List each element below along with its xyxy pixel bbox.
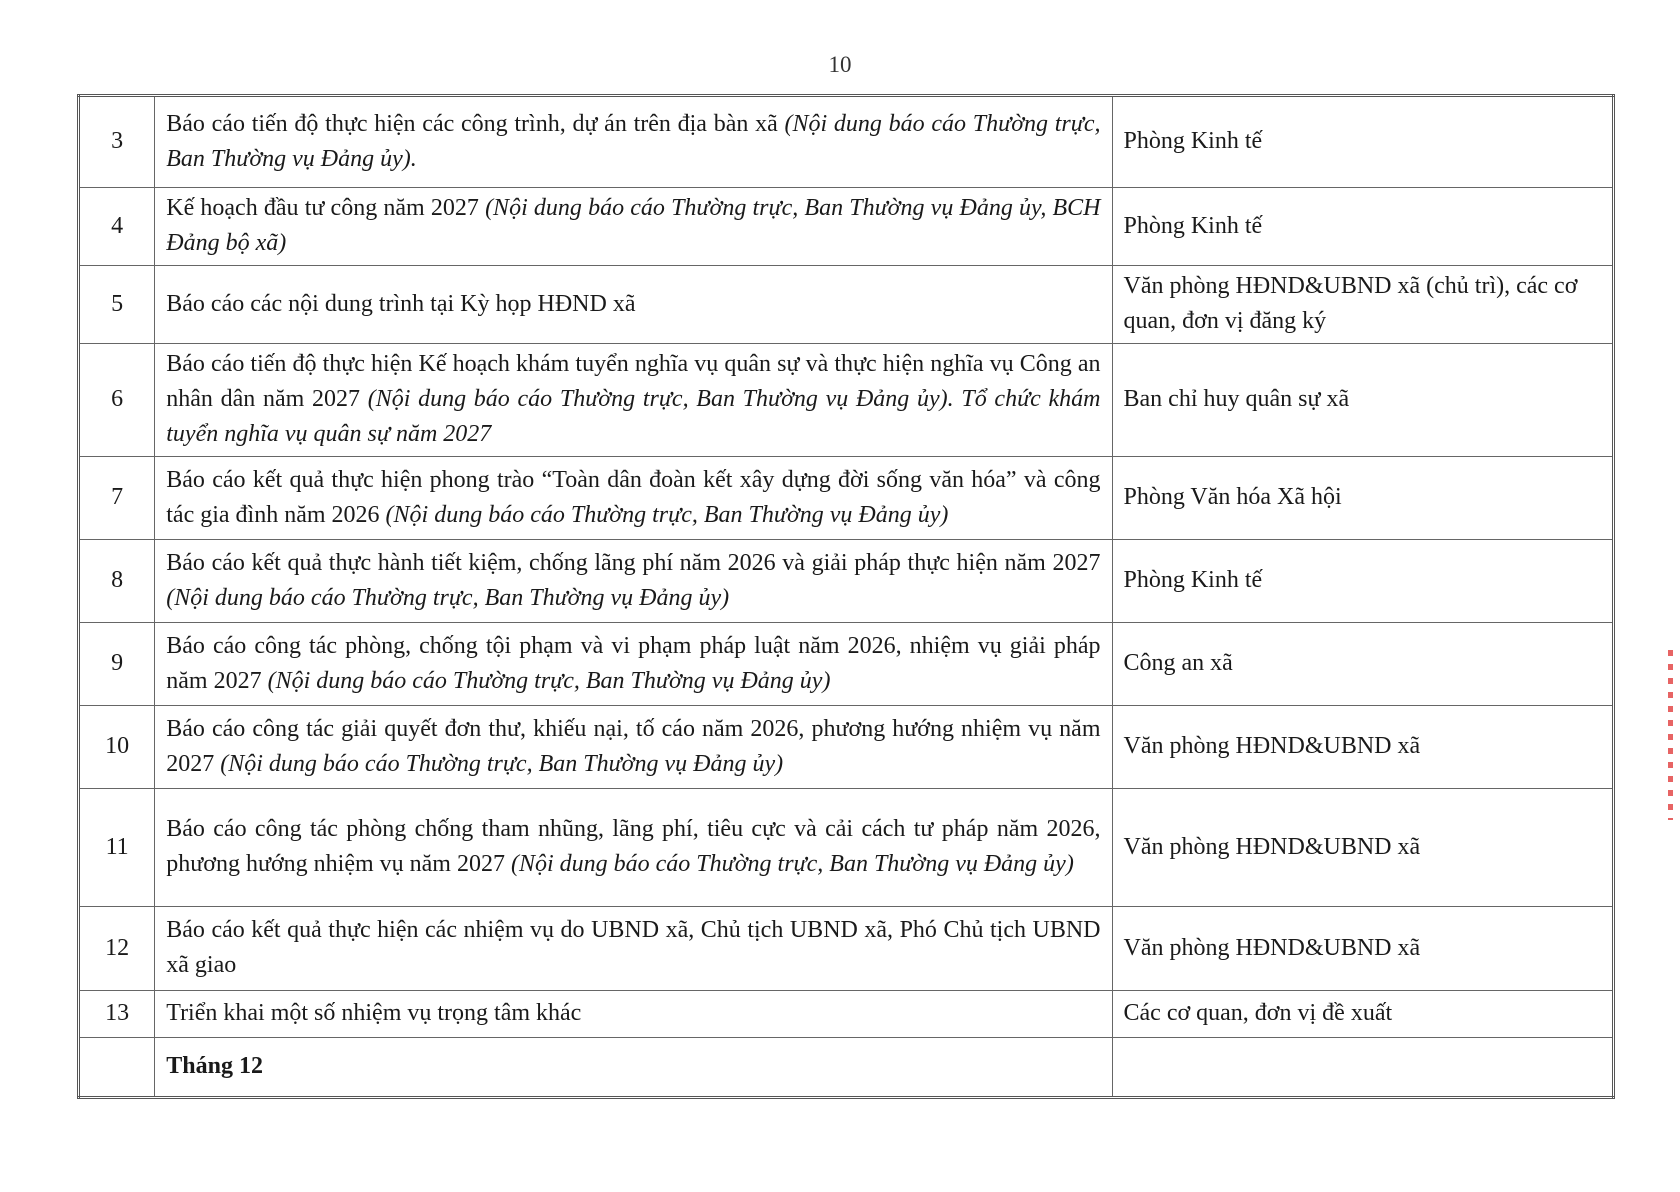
task-content <box>155 266 1112 344</box>
row-number: 13 <box>79 991 155 1038</box>
task-content <box>155 344 1112 457</box>
task-content <box>155 540 1112 623</box>
task-note: (Nội dung báo cáo Thường trực, Ban Thường vụ Đảng ủy). Tổ chức khám tuyển nghĩa vụ quân sự năm 2027 <box>166 386 1101 447</box>
task-content <box>155 991 1112 1038</box>
month-label: Tháng 12 <box>166 1053 263 1079</box>
row-number: 4 <box>79 188 155 266</box>
table-row <box>79 991 1614 1038</box>
unit-empty <box>1112 1038 1614 1098</box>
table-row <box>79 540 1614 623</box>
row-number: 9 <box>79 623 155 706</box>
row-number: 7 <box>79 457 155 540</box>
task-text: Báo cáo kết quả thực hiện phong trào “Toàn dân đoàn kết xây dựng đời sống văn hóa” và công tác gia đình năm 2026 <box>166 466 1101 528</box>
month-row <box>79 1038 1614 1098</box>
table-row <box>79 623 1614 706</box>
task-content <box>155 706 1112 789</box>
task-text: Báo cáo công tác phòng, chống tội phạm và vi phạm pháp luật năm 2026, nhiệm vụ giải pháp năm 2027 <box>166 632 1101 694</box>
task-content <box>155 907 1112 991</box>
month-cell <box>155 1038 1112 1098</box>
task-text: Báo cáo công tác phòng chống tham nhũng, lãng phí, tiêu cực và cải cách tư pháp năm 2026, phương hướng nhiệm vụ năm 2027 <box>166 816 1101 877</box>
row-number: 12 <box>79 907 155 991</box>
task-note: (Nội dung báo cáo Thường trực, Ban Thường vụ Đảng ủy, BCH Đảng bộ xã) <box>166 195 1101 256</box>
table-row <box>79 706 1614 789</box>
task-content <box>155 96 1112 188</box>
responsible-unit: Phòng Kinh tế <box>1112 96 1614 188</box>
row-number: 6 <box>79 344 155 457</box>
table-row <box>79 96 1614 188</box>
task-text: Báo cáo các nội dung trình tại Kỳ họp HĐND xã <box>166 290 636 317</box>
task-note: (Nội dung báo cáo Thường trực, Ban Thường vụ Đảng ủy) <box>385 501 949 528</box>
task-note: (Nội dung báo cáo Thường trực, Ban Thường vụ Đảng ủy) <box>166 584 730 611</box>
page-number: 10 <box>828 52 852 77</box>
task-content <box>155 457 1112 540</box>
red-seal-edge <box>1668 650 1673 820</box>
task-text: Báo cáo công tác giải quyết đơn thư, khiếu nại, tố cáo năm 2026, phương hướng nhiệm vụ năm 2027 <box>166 715 1101 777</box>
task-text: Báo cáo tiến độ thực hiện Kế hoạch khám tuyển nghĩa vụ quân sự và thực hiện nghĩa vụ Công an nhân dân năm 2027 <box>166 351 1101 412</box>
task-text: Triển khai một số nhiệm vụ trọng tâm khác <box>166 1000 582 1026</box>
task-text: Báo cáo kết quả thực hiện các nhiệm vụ do UBND xã, Chủ tịch UBND xã, Phó Chủ tịch UBND xã giao <box>166 917 1101 978</box>
task-content <box>155 623 1112 706</box>
table-row <box>79 457 1614 540</box>
task-schedule-table <box>77 94 1615 1099</box>
task-note: (Nội dung báo cáo Thường trực, Ban Thường vụ Đảng ủy). <box>166 110 1101 172</box>
task-content <box>155 789 1112 907</box>
responsible-unit: Phòng Kinh tế <box>1112 540 1614 623</box>
task-text: Báo cáo kết quả thực hành tiết kiệm, chống lãng phí năm 2026 và giải pháp thực hiện năm 2027 <box>166 549 1101 576</box>
task-note: (Nội dung báo cáo Thường trực, Ban Thường vụ Đảng ủy) <box>510 851 1074 877</box>
row-number: 10 <box>79 706 155 789</box>
row-number: 8 <box>79 540 155 623</box>
responsible-unit: Phòng Kinh tế <box>1112 188 1614 266</box>
task-note: (Nội dung báo cáo Thường trực, Ban Thường vụ Đảng ủy) <box>267 667 831 694</box>
table-row <box>79 789 1614 907</box>
responsible-unit: Ban chỉ huy quân sự xã <box>1112 344 1614 457</box>
row-number: 11 <box>79 789 155 907</box>
table-row <box>79 266 1614 344</box>
responsible-unit: Công an xã <box>1112 623 1614 706</box>
task-content <box>155 188 1112 266</box>
task-text: Báo cáo tiến độ thực hiện các công trình, dự án trên địa bàn xã <box>166 110 785 137</box>
row-number: 3 <box>79 96 155 188</box>
responsible-unit: Phòng Văn hóa Xã hội <box>1112 457 1614 540</box>
responsible-unit: Văn phòng HĐND&UBND xã <box>1112 789 1614 907</box>
table-row <box>79 188 1614 266</box>
row-number-empty <box>79 1038 155 1098</box>
responsible-unit: Văn phòng HĐND&UBND xã (chủ trì), các cơ quan, đơn vị đăng ký <box>1112 266 1614 344</box>
task-note: (Nội dung báo cáo Thường trực, Ban Thường vụ Đảng ủy) <box>220 750 784 777</box>
responsible-unit: Văn phòng HĐND&UBND xã <box>1112 706 1614 789</box>
responsible-unit: Văn phòng HĐND&UBND xã <box>1112 907 1614 991</box>
responsible-unit: Các cơ quan, đơn vị đề xuất <box>1112 991 1614 1038</box>
row-number: 5 <box>79 266 155 344</box>
table-row <box>79 344 1614 457</box>
task-text: Kế hoạch đầu tư công năm 2027 <box>166 195 486 221</box>
table-row <box>79 907 1614 991</box>
